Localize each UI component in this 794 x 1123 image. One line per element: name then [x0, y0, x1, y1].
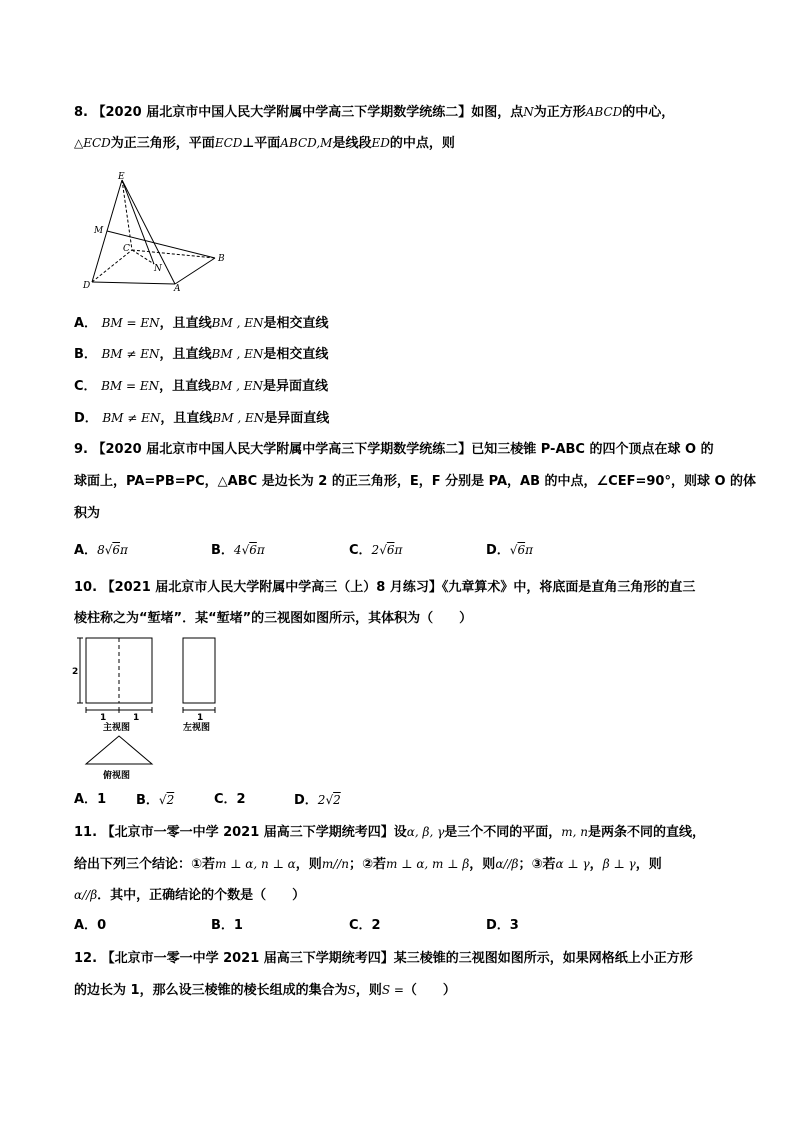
label-b: B: [218, 254, 225, 264]
q9-number: 9.: [74, 442, 88, 457]
q11-line1: 11. 【北京市一零一中学 2021 届高三下学期统考四】设α, β, γ是三个不同的平面，m, n是两条不同的直线，: [74, 825, 706, 840]
q10-option-a[interactable]: A．1: [74, 792, 107, 807]
label-n: N: [154, 264, 162, 274]
q11-line3: α//β．其中，正确结论的个数是（ ）: [74, 888, 306, 903]
q11-line2: 给出下列三个结论：①若m ⊥ α, n ⊥ α，则m//n；②若m ⊥ α, m ⊥ β，则α//β；③若α ⊥ γ，β ⊥ γ，则: [74, 857, 662, 872]
q10-line2: 棱柱称之为“堑堵”．某“堑堵”的三视图如图所示，其体积为（ ）: [74, 611, 473, 626]
q8-number: 8.: [74, 105, 88, 120]
q12-line2: 的边长为 1，那么设三棱锥的棱长组成的集合为S，则S =（ ）: [74, 983, 456, 998]
q10-option-d[interactable]: D．2√2: [294, 793, 341, 808]
q10-width-label-2: 1: [133, 713, 140, 723]
label-a: A: [174, 284, 181, 292]
q9-line3: 积为: [74, 506, 101, 521]
q8-line2: △ECD为正三角形，平面ECD⊥平面ABCD,M是线段ED的中点，则: [74, 136, 455, 151]
q10-option-c[interactable]: C．2: [214, 792, 246, 807]
q9-option-b[interactable]: B．4√6π: [211, 543, 265, 558]
q9-option-d[interactable]: D．√6π: [486, 543, 533, 558]
q11-number: 11.: [74, 825, 98, 840]
q8-option-b[interactable]: B． BM ≠ EN，且直线BM , EN是相交直线: [74, 347, 329, 362]
q8-source: 【2020 届北京市中国人民大学附属中学高三下学期数学统练二】: [92, 105, 472, 120]
q12-line1: 12. 【北京市一零一中学 2021 届高三下学期统考四】某三棱锥的三视图如图所示，如果网格纸上小正方形: [74, 951, 693, 966]
q12-number: 12.: [74, 951, 98, 966]
q10-side-view-caption: 左视图: [183, 723, 211, 733]
q10-top-view-caption: 俯视图: [103, 771, 131, 781]
q10-front-view-caption: 主视图: [103, 723, 131, 733]
q9-line2: 球面上，PA=PB=PC，△ABC 是边长为 2 的正三角形，E，F 分别是 PA，AB 的中点，∠CEF=90°，则球 O 的体: [74, 474, 757, 489]
q10-width-label-1: 1: [100, 713, 107, 723]
q11-option-c[interactable]: C．2: [349, 918, 381, 933]
q10-height-label: 2: [72, 667, 79, 677]
q8-option-a[interactable]: A． BM = EN，且直线BM , EN是相交直线: [74, 316, 329, 331]
q8-pyramid-figure: [80, 172, 230, 292]
q10-number: 10.: [74, 580, 98, 595]
q11-option-b[interactable]: B．1: [211, 918, 243, 933]
q8-option-d[interactable]: D． BM ≠ EN，且直线BM , EN是异面直线: [74, 411, 330, 426]
q10-option-b[interactable]: B．√2: [136, 793, 175, 808]
q11-option-d[interactable]: D．3: [486, 918, 519, 933]
q9-option-c[interactable]: C．2√6π: [349, 543, 403, 558]
label-c: C: [123, 244, 130, 254]
q8-option-c[interactable]: C． BM = EN，且直线BM , EN是异面直线: [74, 379, 328, 394]
label-m: M: [94, 226, 104, 236]
q8-line1: 8. 【2020 届北京市中国人民大学附属中学高三下学期数学统练二】如图，点N为正方形ABCD的中心，: [74, 105, 675, 120]
q10-line1: 10. 【2021 届北京市人民大学附属中学高三（上）8 月练习】《九章算术》中，将底面是直角三角形的直三: [74, 580, 696, 595]
q9-option-a[interactable]: A．8√6π: [74, 543, 128, 558]
q10-side-width-label: 1: [197, 713, 204, 723]
q9-line1: 9. 【2020 届北京市中国人民大学附属中学高三下学期数学统练二】已知三棱锥 P-ABC 的四个顶点在球 O 的: [74, 442, 714, 457]
label-d: D: [83, 281, 91, 291]
q11-option-a[interactable]: A．0: [74, 918, 107, 933]
label-e: E: [118, 172, 125, 182]
q10-three-view-figure: [70, 632, 230, 784]
